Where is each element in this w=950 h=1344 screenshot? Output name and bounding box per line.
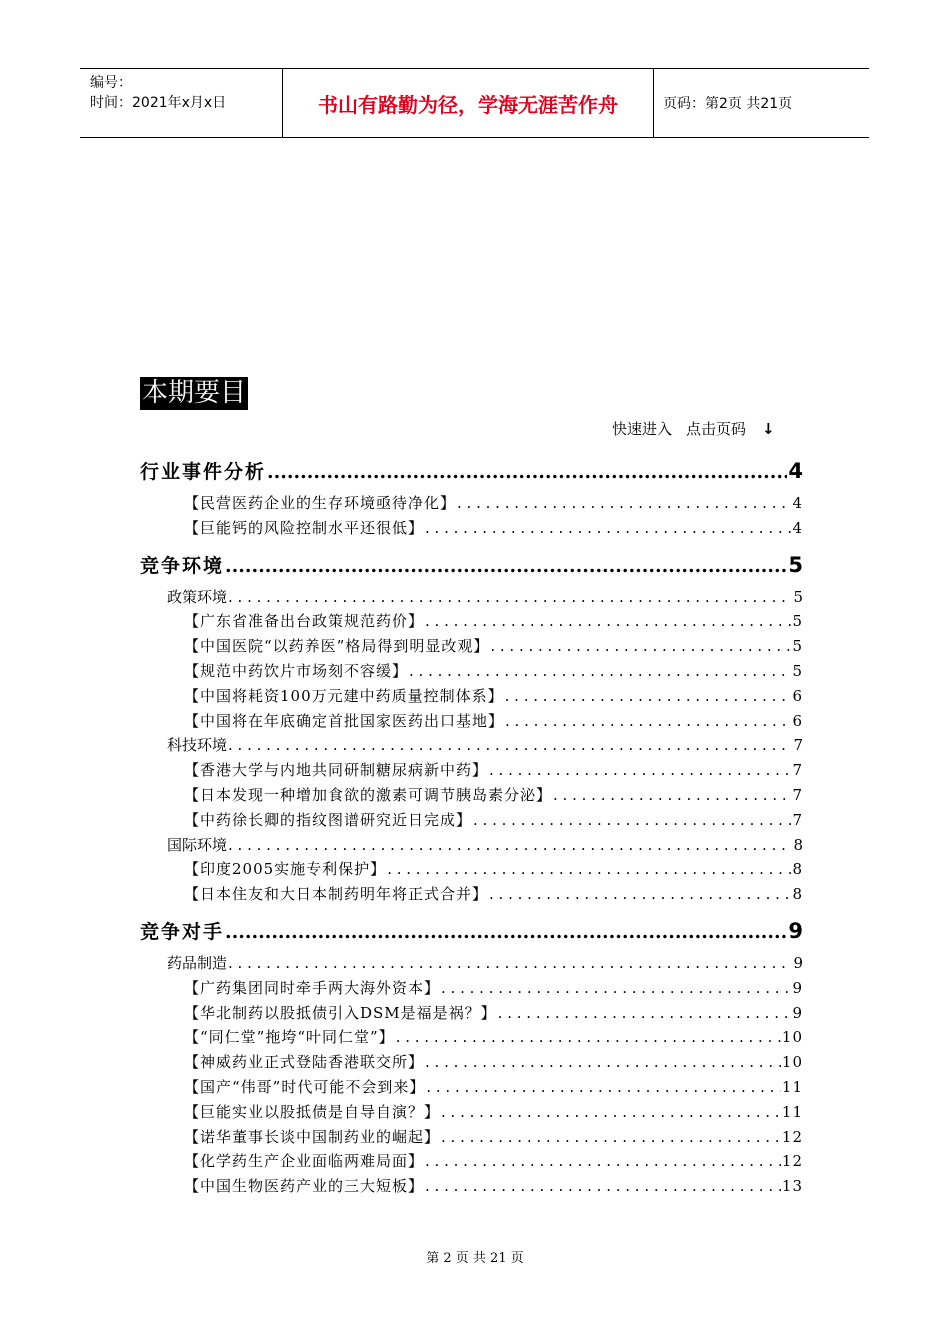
toc-page-number[interactable]: 5 bbox=[792, 612, 803, 631]
toc-section[interactable] bbox=[140, 457, 803, 481]
toc-leader-dots bbox=[489, 885, 791, 903]
toc-page-number[interactable]: 7 bbox=[792, 761, 803, 780]
toc-subsection[interactable] bbox=[140, 952, 803, 977]
toc-page-number[interactable]: 4 bbox=[792, 518, 803, 537]
toc-entry[interactable] bbox=[140, 883, 803, 908]
toc-entry[interactable] bbox=[140, 1126, 803, 1151]
toc-title: 【华北制药以股抵债引入DSM是福是祸？】 bbox=[184, 1003, 497, 1022]
quick-nav bbox=[612, 418, 775, 439]
toc-title: 【印度2005实施专利保护】 bbox=[184, 860, 387, 879]
toc-entry[interactable] bbox=[140, 977, 803, 1002]
toc-entry[interactable] bbox=[140, 635, 803, 660]
toc-leader-dots bbox=[425, 612, 791, 630]
toc-title: 竞争环境 bbox=[140, 554, 225, 577]
table-of-contents bbox=[140, 448, 803, 1200]
toc-leader-dots bbox=[396, 1028, 781, 1046]
toc-page-number[interactable]: 8 bbox=[792, 885, 803, 904]
toc-page-number[interactable]: 7 bbox=[792, 810, 803, 829]
page-footer: 第 2 页 共 21 页 bbox=[426, 1251, 524, 1266]
toc-entry[interactable] bbox=[140, 1150, 803, 1175]
toc-leader-dots bbox=[228, 588, 792, 606]
toc-title: 【诺华董事长谈中国制药业的崛起】 bbox=[184, 1127, 441, 1146]
toc-leader-dots bbox=[228, 954, 792, 972]
header-motto: 书山有路勤为径，学海无涯苦作舟 bbox=[283, 69, 654, 137]
toc-entry[interactable] bbox=[140, 660, 803, 685]
toc-entry[interactable] bbox=[140, 1026, 803, 1051]
toc-leader-dots bbox=[441, 979, 791, 997]
toc-page-number[interactable]: 5 bbox=[792, 661, 803, 680]
toc-entry[interactable] bbox=[140, 685, 803, 710]
toc-entry[interactable] bbox=[140, 610, 803, 635]
toc-leader-dots bbox=[441, 1128, 781, 1146]
toc-title: 【中国将在年底确定首批国家医药出口基地】 bbox=[184, 711, 505, 730]
toc-entry[interactable] bbox=[140, 710, 803, 735]
toc-title: 国际环境 bbox=[167, 835, 228, 854]
toc-page-number[interactable]: 7 bbox=[792, 785, 803, 804]
toc-title: 【巨能钙的风险控制水平还很低】 bbox=[184, 518, 425, 537]
toc-leader-dots bbox=[489, 761, 791, 779]
code-label: 编号： bbox=[90, 75, 132, 91]
toc-page-number[interactable]: 6 bbox=[792, 686, 803, 705]
toc-page-number[interactable]: 4 bbox=[792, 494, 803, 512]
toc-title: 【中药徐长卿的指纹图谱研究近日完成】 bbox=[184, 810, 473, 829]
toc-page-number[interactable]: 12 bbox=[781, 1152, 803, 1171]
toc-page-number[interactable]: 9 bbox=[788, 918, 803, 943]
toc-leader-dots bbox=[225, 921, 787, 943]
toc-page-number[interactable]: 8 bbox=[792, 860, 803, 879]
toc-page-number[interactable]: 9 bbox=[793, 953, 803, 972]
toc-entry[interactable] bbox=[140, 517, 803, 542]
toc-page-number[interactable]: 7 bbox=[793, 736, 803, 755]
toc-title: 【巨能实业以股抵债是自导自演？】 bbox=[184, 1102, 441, 1121]
time-label: 时间：2021年x月x日 bbox=[90, 95, 227, 111]
toc-page-number[interactable]: 6 bbox=[792, 711, 803, 730]
toc-leader-dots bbox=[505, 687, 792, 705]
toc-page-number[interactable]: 4 bbox=[788, 459, 803, 483]
toc-entry[interactable] bbox=[140, 759, 803, 784]
toc-entry[interactable] bbox=[140, 1076, 803, 1101]
toc-leader-dots bbox=[425, 519, 791, 537]
toc-leader-dots bbox=[553, 786, 791, 804]
toc-leader-dots bbox=[505, 712, 791, 730]
toc-title: 药品制造 bbox=[167, 953, 228, 972]
toc-section[interactable] bbox=[140, 551, 803, 575]
toc-page-number[interactable]: 10 bbox=[781, 1053, 803, 1072]
toc-title: 【香港大学与内地共同研制糖尿病新中药】 bbox=[184, 761, 489, 780]
toc-title: 政策环境 bbox=[167, 587, 228, 606]
toc-title: 【日本发现一种增加食欲的激素可调节胰岛素分泌】 bbox=[184, 785, 553, 804]
toc-entry[interactable] bbox=[140, 809, 803, 834]
toc-page-number[interactable]: 12 bbox=[781, 1127, 803, 1146]
toc-title: 竞争对手 bbox=[140, 920, 225, 943]
toc-entry[interactable] bbox=[140, 858, 803, 883]
toc-section[interactable] bbox=[140, 917, 803, 941]
toc-entry[interactable] bbox=[140, 1051, 803, 1076]
toc-page-number[interactable]: 9 bbox=[792, 1003, 803, 1022]
toc-page-number[interactable]: 11 bbox=[781, 1077, 803, 1096]
toc-title: 【中国将耗资100万元建中药质量控制体系】 bbox=[184, 686, 504, 705]
toc-entry[interactable] bbox=[140, 492, 803, 517]
toc-leader-dots bbox=[441, 1103, 781, 1121]
toc-leader-dots bbox=[426, 1078, 781, 1096]
page-title: 本期要目 bbox=[142, 378, 247, 408]
toc-leader-dots bbox=[267, 461, 787, 483]
toc-title: 【中国生物医药产业的三大短板】 bbox=[184, 1177, 425, 1196]
toc-entry[interactable] bbox=[140, 1175, 803, 1200]
toc-leader-dots bbox=[498, 1004, 792, 1022]
toc-leader-dots bbox=[225, 555, 787, 577]
toc-leader-dots bbox=[425, 1177, 781, 1195]
toc-page-number[interactable]: 5 bbox=[792, 637, 803, 656]
toc-page-number[interactable]: 10 bbox=[781, 1028, 803, 1047]
toc-leader-dots bbox=[228, 836, 792, 854]
toc-leader-dots bbox=[457, 494, 791, 512]
toc-leader-dots bbox=[387, 860, 791, 878]
toc-page-number[interactable]: 5 bbox=[788, 552, 803, 577]
toc-page-number[interactable]: 5 bbox=[793, 587, 803, 606]
toc-entry[interactable] bbox=[140, 1002, 803, 1027]
toc-page-number[interactable]: 9 bbox=[792, 978, 803, 997]
toc-title: 【中国医院“以药养医”格局得到明显改观】 bbox=[184, 637, 490, 656]
toc-title: 【规范中药饮片市场刻不容缓】 bbox=[184, 661, 409, 680]
toc-subsection[interactable] bbox=[140, 834, 803, 859]
toc-leader-dots bbox=[490, 637, 791, 655]
toc-title: 【广东省准备出台政策规范药价】 bbox=[184, 612, 425, 631]
quick-nav-text1: 快速进入 bbox=[612, 420, 673, 438]
toc-subsection[interactable] bbox=[140, 734, 803, 759]
header-meta bbox=[80, 69, 283, 137]
toc-title: 【日本住友和大日本制药明年将正式合并】 bbox=[184, 885, 489, 904]
toc-page-number[interactable]: 11 bbox=[781, 1102, 803, 1121]
toc-subsection[interactable] bbox=[140, 586, 803, 611]
toc-entry[interactable] bbox=[140, 784, 803, 809]
toc-title: 【神威药业正式登陆香港联交所】 bbox=[184, 1053, 425, 1072]
toc-leader-dots bbox=[425, 1053, 781, 1071]
toc-title: 【“同仁堂”拖垮“叶同仁堂”】 bbox=[184, 1028, 395, 1047]
toc-leader-dots bbox=[409, 662, 791, 680]
toc-title: 【国产“伟哥”时代可能不会到来】 bbox=[184, 1077, 426, 1096]
arrow-down-icon: ↓ bbox=[762, 420, 775, 438]
toc-title: 【民营医药企业的生存环境亟待净化】 bbox=[184, 494, 457, 512]
quick-nav-text2: 点击页码 bbox=[686, 420, 747, 438]
toc-leader-dots bbox=[473, 811, 791, 829]
toc-title: 【广药集团同时牵手两大海外资本】 bbox=[184, 978, 441, 997]
toc-page-number[interactable]: 13 bbox=[781, 1177, 803, 1196]
page-header bbox=[80, 68, 869, 138]
header-page-info: 页码：第2页 共21页 bbox=[663, 96, 793, 112]
toc-leader-dots bbox=[228, 736, 792, 754]
toc-page-number[interactable]: 8 bbox=[793, 835, 803, 854]
toc-title: 行业事件分析 bbox=[140, 461, 267, 483]
toc-title: 【化学药生产企业面临两难局面】 bbox=[184, 1152, 425, 1171]
toc-title: 科技环境 bbox=[167, 736, 228, 755]
toc-entry[interactable] bbox=[140, 1101, 803, 1126]
toc-leader-dots bbox=[425, 1152, 781, 1170]
